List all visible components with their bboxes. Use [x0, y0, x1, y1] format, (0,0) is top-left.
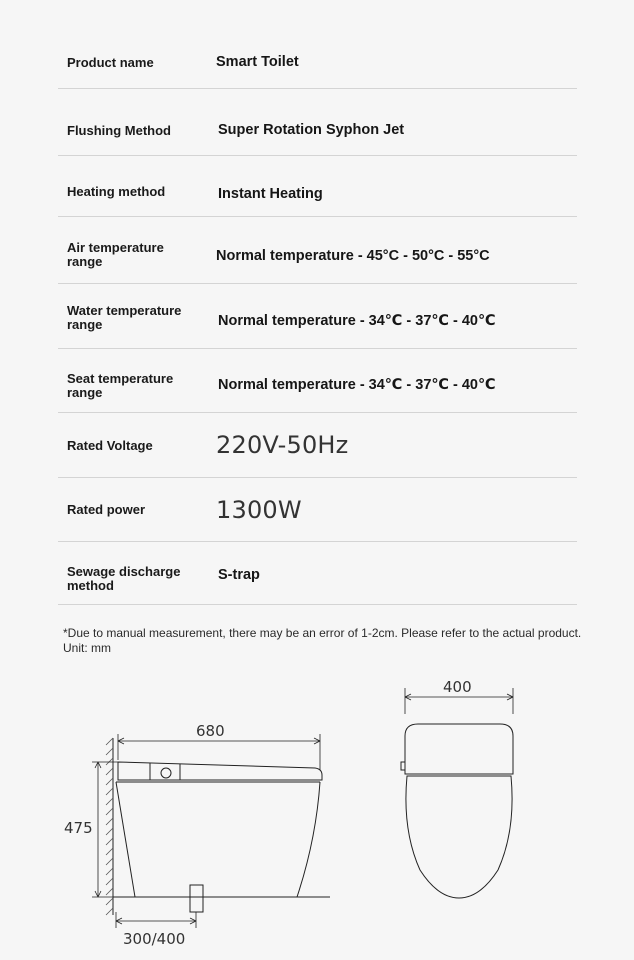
- spec-label: Air temperature range: [67, 240, 164, 269]
- spec-value: Normal temperature - 45°C - 50°C - 55°C: [216, 248, 490, 264]
- spec-row-product-name: [58, 28, 577, 89]
- side-knob: [401, 762, 405, 770]
- note-line-2: Unit: mm: [63, 640, 111, 655]
- length-dimension-label: 680: [196, 722, 225, 740]
- spec-value: S-trap: [218, 567, 260, 583]
- spec-row-water-temperature: [58, 284, 577, 349]
- spec-value: Super Rotation Syphon Jet: [218, 122, 405, 138]
- spec-label: Heating method: [67, 184, 166, 199]
- spec-value: Instant Heating: [218, 186, 323, 202]
- spec-row-air-temperature: [58, 217, 577, 284]
- spec-row-rated-power: [58, 478, 577, 542]
- spec-table: [58, 28, 577, 605]
- measurement-note: [63, 626, 581, 655]
- spec-row-flushing-method: [58, 89, 577, 156]
- note-line-1: *Due to manual measurement, there may be an error of 1-2cm. Please refer to the actual product.: [63, 626, 582, 640]
- spec-row-heating-method: [58, 156, 577, 217]
- spec-value: Smart Toilet: [216, 54, 299, 70]
- spec-label: Rated Voltage: [67, 438, 153, 453]
- spec-value: 220V-50Hz: [216, 431, 349, 459]
- spec-label: Sewage discharge method: [67, 564, 181, 593]
- dimension-diagram: [0, 660, 634, 960]
- spec-label: Product name: [67, 55, 154, 70]
- drain-pipe: [190, 885, 203, 912]
- toilet-body-front: [297, 782, 320, 897]
- spec-label: Flushing Method: [67, 123, 171, 138]
- control-knob-icon: [161, 768, 171, 778]
- spec-row-seat-temperature: [58, 349, 577, 413]
- spec-value: Normal temperature - 34℃ - 37℃ - 40℃: [218, 313, 496, 329]
- toilet-lid-side: [118, 762, 322, 780]
- toilet-tank-top-view: [405, 724, 513, 774]
- spec-value: Normal temperature - 34℃ - 37℃ - 40℃: [218, 377, 496, 393]
- width-dimension-label: 400: [443, 678, 472, 696]
- spec-row-sewage-discharge: [58, 542, 577, 605]
- toilet-body-back: [116, 782, 135, 897]
- spec-label: Seat temperature range: [67, 371, 174, 400]
- spec-label: Water temperature range: [67, 303, 182, 332]
- spec-row-rated-voltage: [58, 413, 577, 478]
- spec-label: Rated power: [67, 502, 146, 517]
- wall-hatch: [106, 738, 113, 915]
- rough-in-dimension-label: 300/400: [123, 930, 186, 948]
- toilet-bowl-top-view: [406, 776, 512, 898]
- spec-value: 1300W: [216, 496, 302, 524]
- height-dimension-label: 475: [64, 819, 93, 837]
